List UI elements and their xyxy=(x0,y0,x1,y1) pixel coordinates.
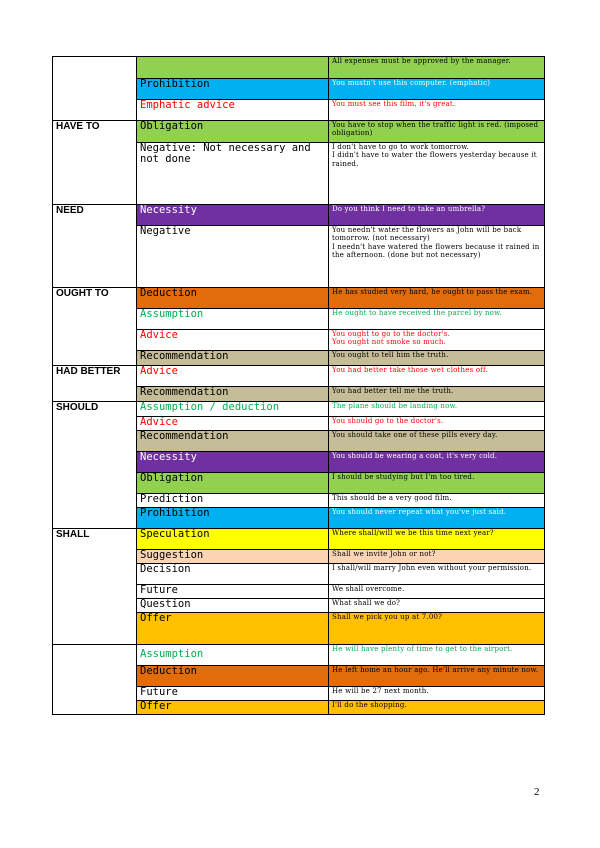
example-cell: I should be studying but I'm too tired. xyxy=(329,473,545,494)
table-row xyxy=(53,529,545,550)
modal-verbs-table xyxy=(52,56,545,715)
example-cell: This should be a very good film. xyxy=(329,494,545,508)
example-cell: You mustn't use this computer. (emphatic) xyxy=(329,79,545,100)
table-row xyxy=(53,205,545,226)
use-cell: Negative: Not necessary and not done xyxy=(137,143,329,205)
example-cell: You should take one of these pills every day. xyxy=(329,431,545,452)
example-cell: You ought to go to the doctor's. You ought not smoke so much. xyxy=(329,330,545,351)
example-cell: He will have plenty of time to get to the airport. xyxy=(329,645,545,666)
use-cell: Prohibition xyxy=(137,508,329,529)
use-cell: Advice xyxy=(137,330,329,351)
table-row xyxy=(53,402,545,417)
use-cell: Negative xyxy=(137,226,329,288)
modal-verb-cell: HAD BETTER xyxy=(53,366,137,402)
example-cell: I don't have to go to work tomorrow. I didn't have to water the flowers yesterday because it rained. xyxy=(329,143,545,205)
table-row xyxy=(53,645,545,666)
example-cell: You had better tell me the truth. xyxy=(329,387,545,402)
use-cell: Future xyxy=(137,585,329,599)
use-cell: Deduction xyxy=(137,288,329,309)
table-row xyxy=(53,121,545,143)
use-cell: Decision xyxy=(137,564,329,585)
example-cell: You should be wearing a coat, it's very cold. xyxy=(329,452,545,473)
use-cell: Necessity xyxy=(137,452,329,473)
modal-verb-cell: HAVE TO xyxy=(53,121,137,205)
example-cell: He left home an hour ago. He'll arrive any minute now. xyxy=(329,666,545,687)
table-row xyxy=(53,366,545,387)
example-cell: We shall overcome. xyxy=(329,585,545,599)
use-cell: Prediction xyxy=(137,494,329,508)
modal-verb-cell xyxy=(53,57,137,121)
use-cell: Obligation xyxy=(137,473,329,494)
use-cell: Future xyxy=(137,687,329,701)
example-cell: Where shall/will we be this time next year? xyxy=(329,529,545,550)
use-cell: Recommendation xyxy=(137,351,329,366)
modal-verb-cell: NEED xyxy=(53,205,137,288)
example-cell: The plane should be landing now. xyxy=(329,402,545,417)
example-cell: You should never repeat what you've just said. xyxy=(329,508,545,529)
page-number: 2 xyxy=(534,786,540,798)
example-cell: You ought to tell him the truth. xyxy=(329,351,545,366)
example-cell: He has studied very hard, he ought to pass the exam. xyxy=(329,288,545,309)
modal-verb-cell: SHOULD xyxy=(53,402,137,529)
example-cell: I'll do the shopping. xyxy=(329,701,545,715)
example-cell: I shall/will marry John even without your permission. xyxy=(329,564,545,585)
example-cell: Shall we invite John or not? xyxy=(329,550,545,564)
use-cell: Recommendation xyxy=(137,387,329,402)
modal-verb-cell: OUGHT TO xyxy=(53,288,137,366)
modal-verb-cell xyxy=(53,645,137,715)
use-cell: Offer xyxy=(137,613,329,645)
use-cell: Obligation xyxy=(137,121,329,143)
example-cell: You had better take those wet clothes off. xyxy=(329,366,545,387)
example-cell: You should go to the doctor's. xyxy=(329,417,545,431)
modal-verb-cell: SHALL xyxy=(53,529,137,645)
modal-verbs-table-body xyxy=(53,57,545,715)
example-cell: What shall we do? xyxy=(329,599,545,613)
use-cell: Necessity xyxy=(137,205,329,226)
table-row xyxy=(53,288,545,309)
table-row xyxy=(53,57,545,79)
use-cell: Question xyxy=(137,599,329,613)
use-cell: Prohibition xyxy=(137,79,329,100)
use-cell: Speculation xyxy=(137,529,329,550)
use-cell: Deduction xyxy=(137,666,329,687)
use-cell: Assumption xyxy=(137,645,329,666)
use-cell: Offer xyxy=(137,701,329,715)
use-cell: Emphatic advice xyxy=(137,100,329,121)
use-cell: Assumption xyxy=(137,309,329,330)
use-cell: Suggestion xyxy=(137,550,329,564)
use-cell: Advice xyxy=(137,417,329,431)
example-cell: You have to stop when the traffic light is red. (imposed obligation) xyxy=(329,121,545,143)
example-cell: You must see this film, it's great. xyxy=(329,100,545,121)
example-cell: He will be 27 next month. xyxy=(329,687,545,701)
example-cell: He ought to have received the parcel by now. xyxy=(329,309,545,330)
example-cell: You needn't water the flowers as John will be back tomorrow. (not necessary) I needn't have watered the flowers because it rained in the afternoon. (done but not necessary) xyxy=(329,226,545,288)
use-cell: Assumption / deduction xyxy=(137,402,329,417)
example-cell: Do you think I need to take an umbrella? xyxy=(329,205,545,226)
example-cell: Shall we pick you up at 7.00? xyxy=(329,613,545,645)
example-cell: All expenses must be approved by the manager. xyxy=(329,57,545,79)
use-cell: Recommendation xyxy=(137,431,329,452)
use-cell: Advice xyxy=(137,366,329,387)
use-cell xyxy=(137,57,329,79)
